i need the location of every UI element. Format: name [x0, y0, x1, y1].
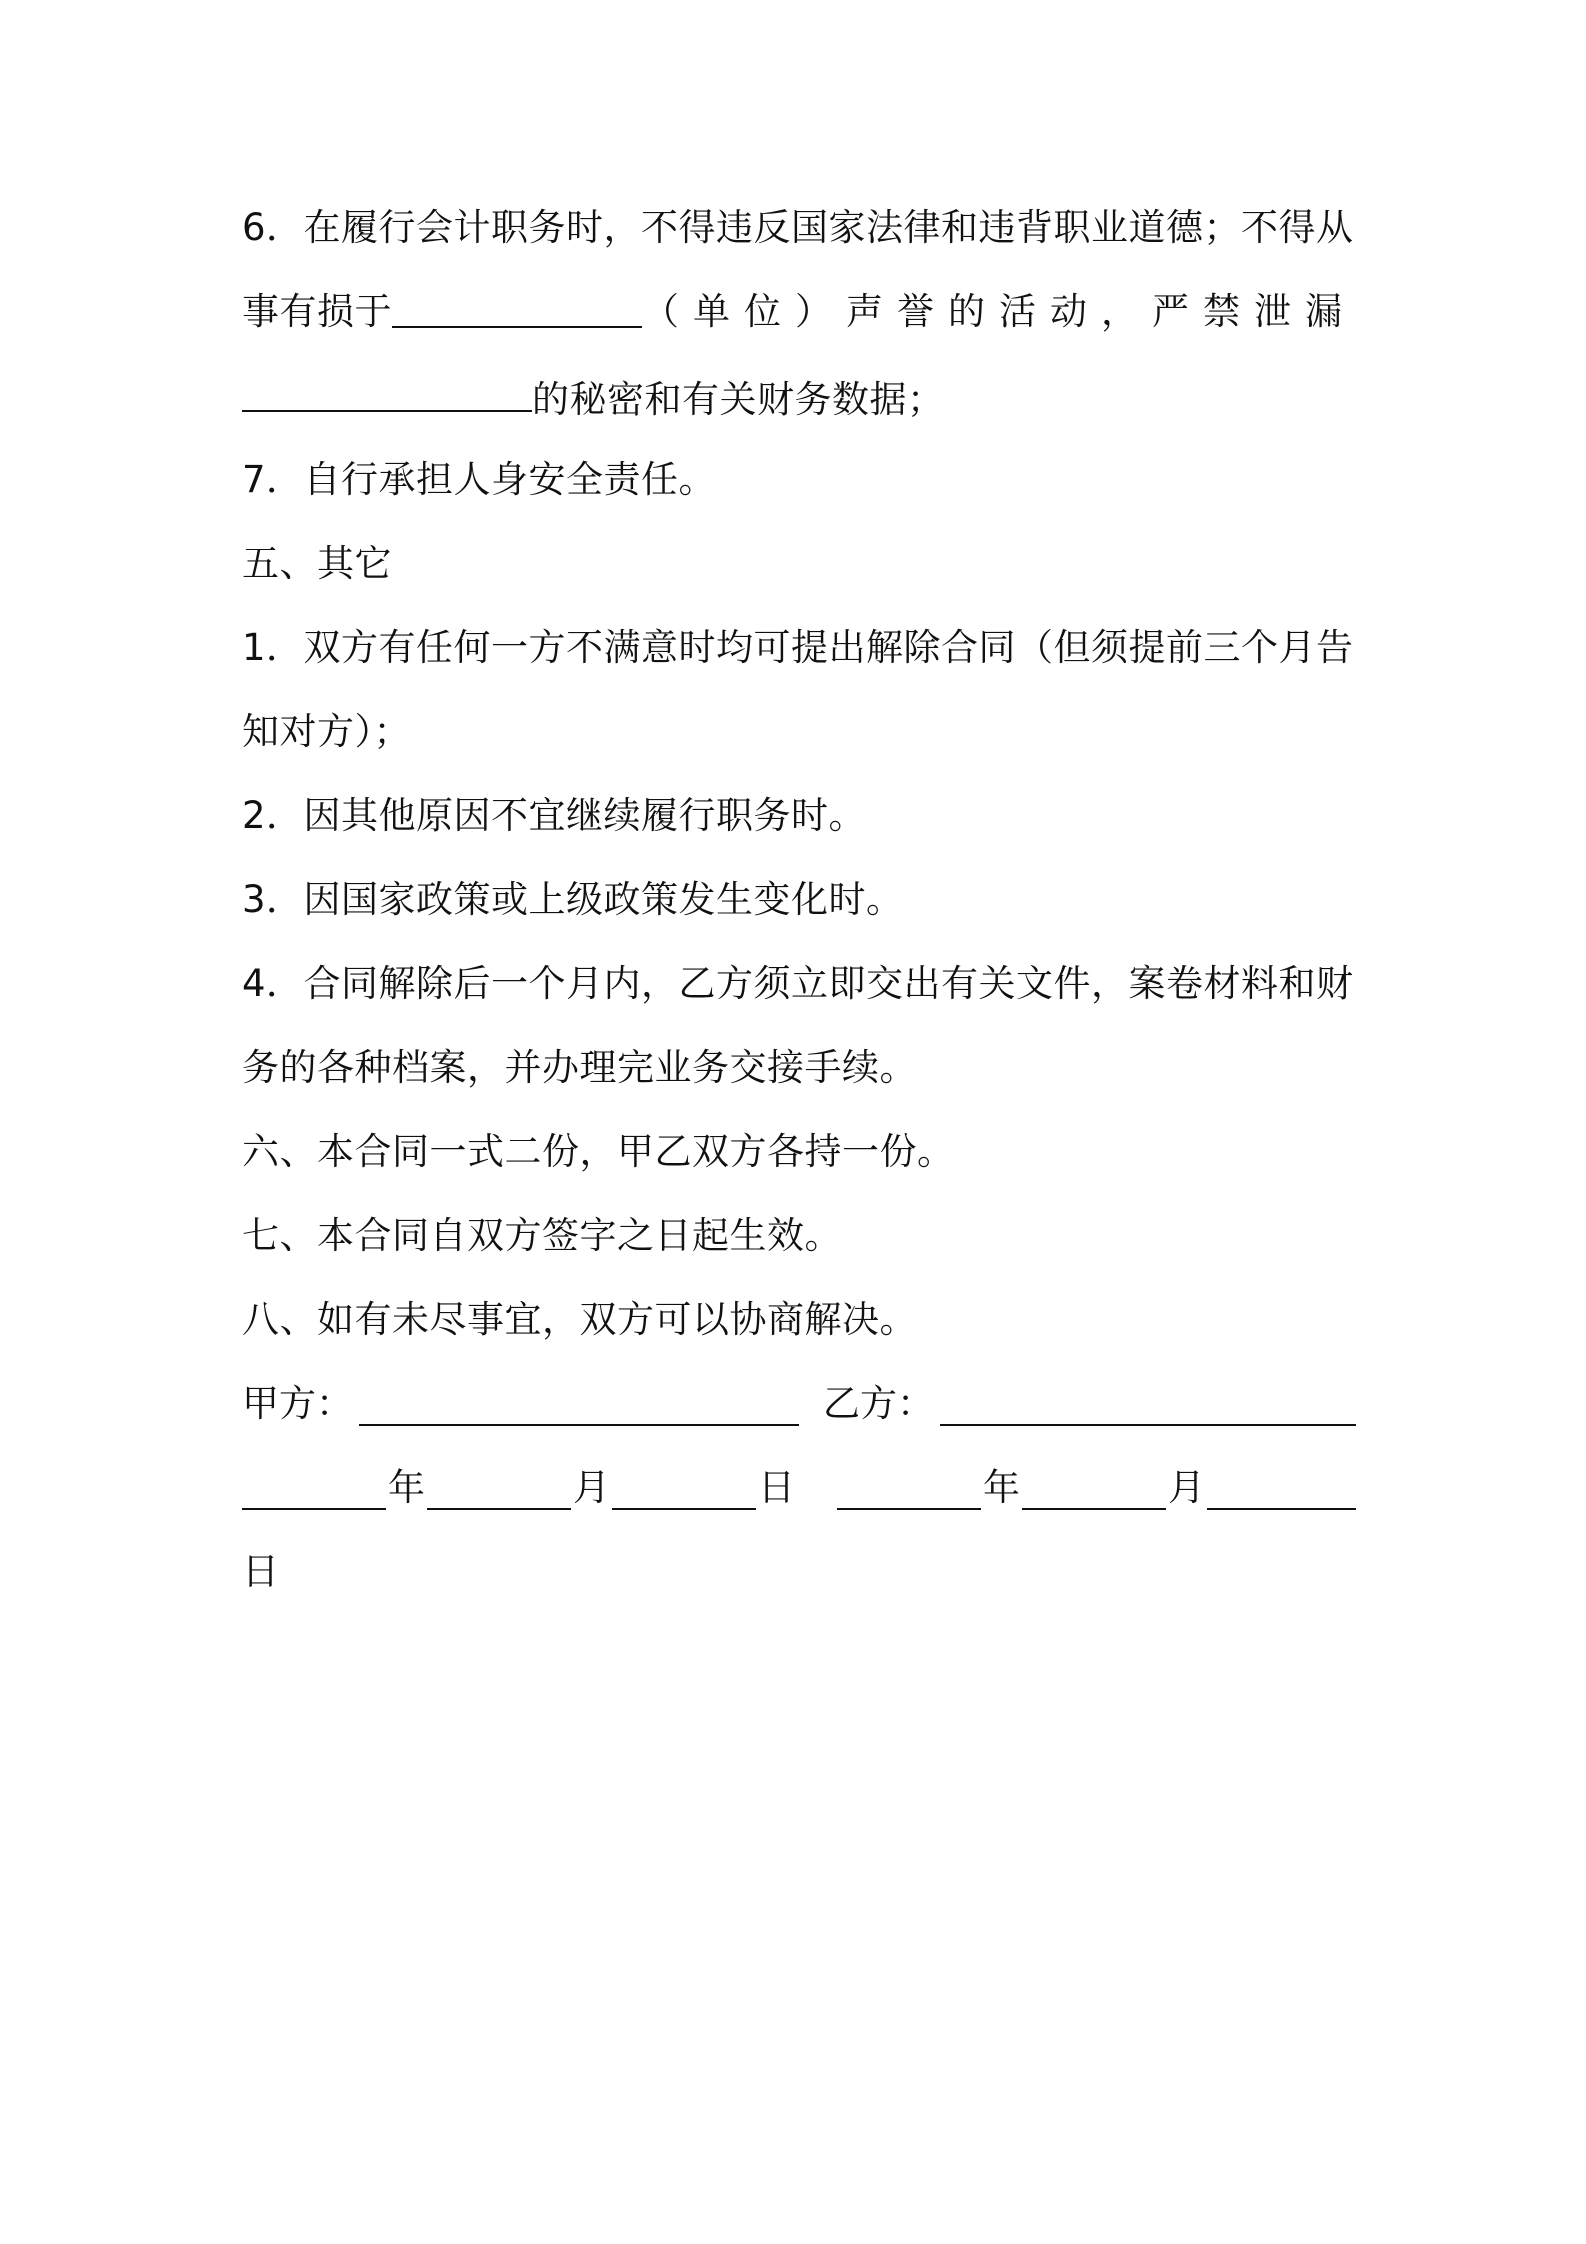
section-5-item-1-line-2: 知对方）； [242, 710, 411, 753]
clause-6-char: 有 [279, 290, 317, 333]
section-7: 七、本合同自双方签字之日起生效。 [242, 1214, 842, 1257]
party-a-month-blank[interactable] [427, 1472, 571, 1510]
month-label: 月 [1168, 1466, 1205, 1509]
party-a-day-blank[interactable] [612, 1472, 756, 1510]
section-5-item-3: 3．因国家政策或上级政策发生变化时。 [242, 878, 904, 921]
party-b-blank[interactable] [940, 1388, 1356, 1426]
day-label: 日 [758, 1466, 795, 1509]
section-5-item-4-line-2: 务的各种档案，并办理完业务交接手续。 [242, 1046, 917, 1089]
party-b-day-label: 日 [242, 1550, 280, 1593]
section-8: 八、如有未尽事宜，双方可以协商解决。 [242, 1298, 917, 1341]
section-5-item-2: 2．因其他原因不宜继续履行职务时。 [242, 794, 867, 837]
party-a-label: 甲方： [242, 1382, 353, 1425]
section-6: 六、本合同一式二份，甲乙双方各持一份。 [242, 1130, 955, 1173]
clause-6-tail: 的秘密和有关财务数据； [532, 378, 945, 421]
section-5-item-1-line-1: 1．双方有任何一方不满意时均可提出解除合同（但须提前三个月告 [242, 626, 1354, 669]
clause-6-line-1: 6．在履行会计职务时，不得违反国家法律和违背职业道德；不得从 [242, 206, 1354, 249]
clause-6-char: 损 [317, 290, 355, 333]
section-5-heading: 五、其它 [242, 542, 392, 585]
unit-blank[interactable] [392, 290, 642, 328]
signature-dates-row [242, 1466, 1356, 1510]
section-5-item-4-line-1: 4．合同解除后一个月内，乙方须立即交出有关文件，案卷材料和财 [242, 962, 1354, 1005]
month-label: 月 [573, 1466, 610, 1509]
party-b-day-blank[interactable] [1207, 1472, 1356, 1510]
clause-6-char: 于 [354, 290, 392, 333]
clause-6-char: 事 [242, 290, 280, 333]
clause-6-mid: （单位）声誉的活动，严禁泄漏 [642, 290, 1356, 333]
signature-parties-row [242, 1382, 1356, 1426]
party-b-label: 乙方： [823, 1382, 934, 1425]
year-label: 年 [983, 1466, 1020, 1509]
year-label: 年 [388, 1466, 425, 1509]
clause-6-line-2 [242, 290, 1356, 334]
clause-6-line-3 [242, 374, 945, 422]
party-a-blank[interactable] [359, 1388, 799, 1426]
clause-7: 7．自行承担人身安全责任。 [242, 458, 717, 501]
party-b-month-blank[interactable] [1022, 1472, 1166, 1510]
party-a-year-blank[interactable] [242, 1472, 386, 1510]
secret-blank[interactable] [242, 374, 532, 412]
party-b-year-blank[interactable] [837, 1472, 981, 1510]
